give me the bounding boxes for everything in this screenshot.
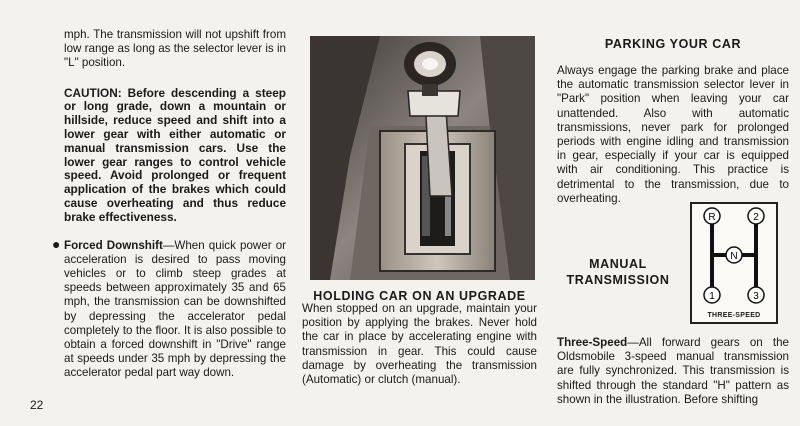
gear-neutral-label: N xyxy=(730,251,738,262)
shifter-photo xyxy=(310,36,535,280)
holding-car-heading: HOLDING CAR ON AN UPGRADE xyxy=(313,289,526,303)
page-number: 22 xyxy=(30,398,44,412)
left-column xyxy=(52,28,287,381)
gear-first-label: 1 xyxy=(709,291,715,302)
gear-second-label: 2 xyxy=(753,212,759,223)
holding-car-paragraph: When stopped on an upgrade, maintain your position by applying the brakes. Never hold the car in place by accelerating engine with transmission in gear. This could cause damage by overheating the transmission (Automatic) or clutch (manual). xyxy=(302,302,537,387)
intro-paragraph: mph. The transmission will not upshift from low range as long as the selector lever is in "L" position. xyxy=(64,28,286,70)
h-pattern-icon xyxy=(692,204,776,308)
manual-transmission-heading: MANUAL TRANSMISSION xyxy=(566,257,670,287)
three-speed-paragraph xyxy=(557,336,789,407)
forced-downshift-paragraph xyxy=(52,235,287,381)
three-speed-title: Three-Speed xyxy=(557,336,628,349)
forced-downshift-title: Forced Downshift xyxy=(64,238,163,252)
gear-reverse-label: R xyxy=(708,212,716,223)
bullet-icon: ● xyxy=(52,235,61,252)
caution-paragraph: CAUTION: Before descending a steep or long grade, down a mountain or hillside, reduce speed and shift into a lower gear with either automatic or manual transmission cars. Use the lower gear ranges to control vehicle speed. Avoid prolonged or frequent application of the brakes which could cause overheating and thus reduce brake effectiveness. xyxy=(64,85,286,224)
middle-column xyxy=(302,286,537,387)
three-speed-text: —All forward gears on the Oldsmobile 3-speed manual transmission are fully synchronized. This transmission is shifted through the standard "H" pattern as shown in the illustration. Before shifting xyxy=(557,336,789,406)
automatic-shifter-illustration xyxy=(310,36,535,280)
shift-pattern-diagram xyxy=(690,202,778,324)
parking-paragraph: Always engage the parking brake and place the automatic transmission selector lever in "Park" position when leaving your car unattended. Also with automatic transmissions, never park for prolonged periods with engine idling and transmission in gear, especially if your car is equipped with air conditioning. This practice is detrimental to the transmission, due to overheating. xyxy=(557,64,789,205)
parking-heading: PARKING YOUR CAR xyxy=(604,37,742,51)
diagram-caption: THREE-SPEED xyxy=(707,312,761,319)
gear-third-label: 3 xyxy=(753,291,759,302)
forced-downshift-text: —When quick power or acceleration is desired to pass moving vehicles or to climb steep grades at speeds between approximately 35 and 65 mph, the transmission can be downshifted by depressing the accelerator pedal completely to the floor. It is also possible to obtain a forced downshift in "Drive" range at speeds under 35 mph by depressing the accelerator pedal part way down. xyxy=(64,238,287,380)
